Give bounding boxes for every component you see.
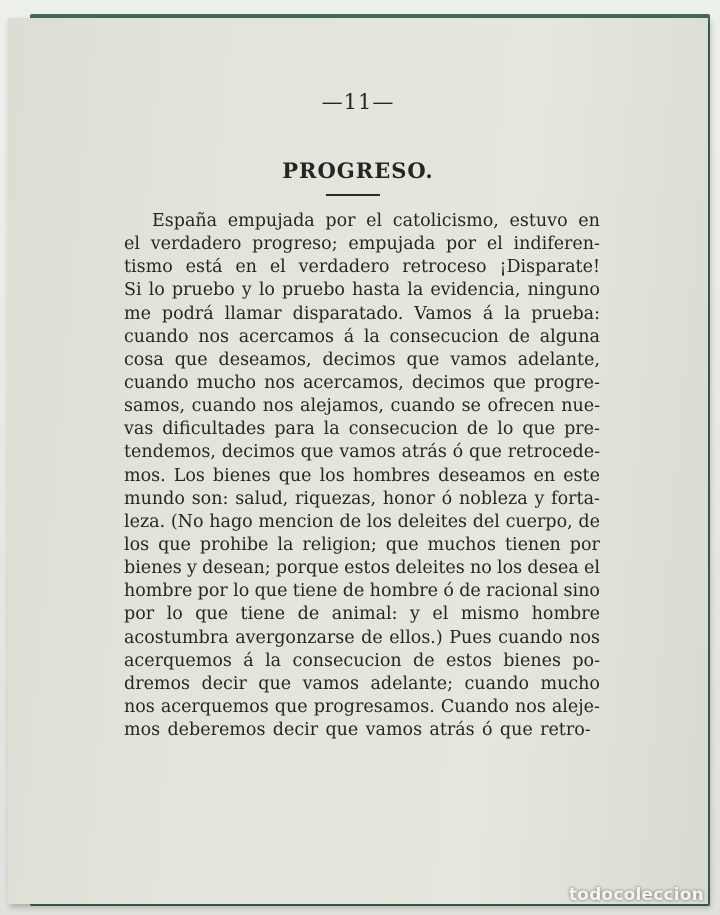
word: y: [534, 488, 545, 509]
word: bienes: [212, 465, 271, 486]
body-paragraph: [124, 210, 600, 742]
word: po-: [572, 650, 600, 671]
word: ninguno: [527, 280, 600, 301]
word: la: [504, 303, 521, 324]
word: mucho: [196, 372, 257, 393]
word: mundo: [124, 488, 185, 509]
word: que: [258, 673, 292, 694]
word: tismo: [124, 257, 173, 278]
word: decir: [201, 673, 247, 694]
word: acerquemos: [160, 696, 269, 717]
word: cuerpo,: [505, 511, 573, 532]
word: el: [486, 234, 503, 255]
text-line: [124, 210, 600, 233]
word: sino: [563, 581, 600, 602]
text-line: [124, 441, 600, 464]
word: deleites: [397, 511, 468, 532]
word: riquezas,: [295, 488, 377, 509]
text-line: [124, 673, 600, 696]
text-line: [124, 233, 600, 256]
word: que: [274, 696, 308, 717]
word: lo: [497, 419, 514, 440]
word: en: [235, 257, 257, 278]
word: y: [410, 604, 420, 625]
word: tienen: [504, 534, 561, 555]
word: Pues: [449, 627, 492, 648]
word: catolicismo,: [392, 211, 499, 231]
word: desean;: [202, 558, 271, 579]
word: Los: [173, 465, 205, 486]
word: decimos: [322, 349, 396, 370]
word: avergonzarse: [235, 627, 355, 648]
word: decimos: [221, 442, 295, 463]
word: cuando: [464, 673, 530, 694]
word: la: [265, 650, 282, 671]
watermark-logo: todocoleccion: [568, 885, 704, 905]
word: deseamos,: [218, 349, 312, 370]
text-line: [124, 557, 600, 580]
word: retro-: [540, 720, 591, 741]
word: vamos: [339, 442, 396, 463]
word: progreso;: [252, 234, 338, 255]
word: disparatado.: [292, 303, 404, 324]
text-line: [124, 534, 600, 557]
word: llamar: [224, 303, 282, 324]
text-line: [124, 580, 600, 603]
word: prueba:: [531, 303, 600, 324]
text-line: [124, 418, 600, 441]
word: de: [342, 581, 365, 602]
word: nos: [198, 326, 229, 347]
word: bienes: [124, 558, 182, 579]
word: los: [124, 534, 150, 555]
word: vamos: [302, 673, 360, 694]
word: aleje-: [551, 696, 600, 717]
word: los: [319, 465, 345, 486]
word: estos: [445, 650, 492, 671]
word: el: [584, 558, 600, 579]
word: nos: [515, 696, 546, 717]
word: de: [459, 581, 481, 602]
word: Vamos: [414, 303, 472, 324]
word: verdadero: [150, 234, 242, 255]
word: hago: [209, 511, 253, 532]
word: ¡Disparate!: [499, 257, 600, 278]
word: consecucion: [292, 650, 402, 671]
word: vamos: [450, 349, 507, 370]
word: de: [466, 419, 489, 440]
word: ó: [441, 488, 453, 509]
word: mos.: [124, 465, 166, 486]
word: mucho: [540, 673, 600, 694]
text-line: [124, 719, 600, 742]
word: de: [508, 326, 531, 347]
word: prohibe: [199, 534, 269, 555]
word: que: [469, 442, 502, 463]
word: dificultades: [162, 419, 266, 440]
word: progresamos.: [313, 696, 435, 717]
word: acostumbra: [124, 627, 229, 648]
word: nos: [264, 372, 295, 393]
word: son:: [191, 488, 229, 509]
text-line: [124, 256, 600, 279]
word: del: [472, 511, 500, 532]
word: que: [278, 465, 312, 486]
word: alguna: [539, 326, 600, 347]
word: cuando: [124, 372, 189, 393]
text-line: [124, 650, 600, 673]
word: atrás: [401, 442, 447, 463]
word: que: [522, 419, 556, 440]
word: la: [323, 419, 340, 440]
word: vamos: [365, 720, 423, 741]
word: ofrecen: [487, 396, 555, 417]
word: á: [343, 326, 355, 347]
word: adelante;: [370, 673, 454, 694]
word: hombres: [352, 465, 431, 486]
word: cuando: [498, 627, 563, 648]
word: de: [339, 511, 362, 532]
page-number: —11—: [321, 90, 395, 114]
word: empujada: [227, 211, 315, 231]
word: á: [243, 650, 254, 671]
word: consecucion: [389, 326, 499, 347]
word: animal:: [331, 604, 398, 625]
word: en: [578, 211, 600, 231]
word: vas: [124, 419, 154, 440]
word: cuando: [390, 396, 456, 417]
word: que: [493, 372, 526, 393]
text-line: [124, 349, 600, 372]
word: que: [195, 604, 229, 625]
word: los: [497, 558, 523, 579]
word: el: [124, 234, 140, 255]
word: á: [482, 303, 494, 324]
word: porque: [275, 558, 339, 579]
word: decir: [272, 720, 319, 741]
text-line: [124, 326, 600, 349]
word: que: [254, 581, 288, 602]
word: alejamos,: [300, 396, 384, 417]
word: nos: [569, 627, 600, 648]
word: de: [297, 604, 320, 625]
word: el: [432, 604, 449, 625]
word: mismo: [460, 604, 520, 625]
word: ó: [452, 442, 464, 463]
word: y: [241, 280, 252, 301]
word: por: [197, 581, 228, 602]
text-line: [124, 395, 600, 418]
word: hombre: [124, 581, 193, 602]
word: nobleza: [459, 488, 528, 509]
word: de: [578, 511, 600, 532]
word: evidencia,: [430, 280, 521, 301]
word: desea: [527, 558, 579, 579]
word: hombre: [531, 604, 600, 625]
word: el: [269, 257, 286, 278]
word: estos: [344, 558, 390, 579]
word: bienes: [503, 650, 561, 671]
text-line: [124, 465, 600, 488]
word: que: [300, 442, 334, 463]
word: para: [274, 419, 315, 440]
word: ó: [482, 720, 493, 741]
word: atrás: [429, 720, 475, 741]
word: deberemos: [167, 720, 266, 741]
word: pruebo: [171, 280, 235, 301]
word: en: [533, 465, 556, 486]
word: pruebo: [282, 280, 345, 301]
word: hombre: [369, 581, 438, 602]
chapter-title: PROGRESO.: [282, 158, 434, 183]
word: está: [185, 257, 223, 278]
title-rule: [326, 194, 380, 196]
word: que: [385, 534, 419, 555]
word: la: [407, 280, 424, 301]
word: nue-: [561, 396, 600, 417]
word: mencion: [258, 511, 334, 532]
book-page: [8, 18, 708, 904]
word: hasta: [352, 280, 401, 301]
word: consecucion: [348, 419, 458, 440]
text-line: [124, 372, 600, 395]
word: verdadero: [298, 257, 390, 278]
word: Si: [124, 280, 142, 301]
word: se: [461, 396, 481, 417]
word: la: [363, 326, 380, 347]
text-line: [124, 303, 600, 326]
word: los: [366, 511, 392, 532]
word: retrocede-: [507, 442, 600, 463]
word: indiferen-: [513, 234, 600, 255]
word: honor: [382, 488, 435, 509]
word: lo: [258, 280, 275, 301]
word: pre-: [564, 419, 600, 440]
word: (No: [170, 511, 204, 532]
word: nos: [262, 396, 294, 417]
word: nos: [124, 696, 155, 717]
word: dremos: [124, 673, 191, 694]
text-line: [124, 603, 600, 626]
word: tendemos,: [124, 442, 216, 463]
word: decimos: [411, 372, 485, 393]
text-line: [124, 279, 600, 302]
text-line: [124, 627, 600, 650]
word: de: [413, 650, 435, 671]
word: estuvo: [509, 211, 568, 231]
word: cosa: [124, 349, 164, 370]
word: Cuando: [440, 696, 509, 717]
word: el: [366, 211, 383, 231]
word: samos,: [124, 396, 186, 417]
word: leza.: [124, 511, 166, 532]
word: que: [174, 349, 208, 370]
word: deseamos: [438, 465, 526, 486]
word: cuando: [124, 326, 189, 347]
word: mos: [124, 720, 161, 741]
word: por: [124, 604, 155, 625]
word: ó: [443, 581, 454, 602]
text-line: [124, 488, 600, 511]
word: tiene: [292, 581, 338, 602]
word: me: [124, 303, 151, 324]
word: racional: [486, 581, 559, 602]
word: y: [187, 558, 197, 579]
word: este: [563, 465, 600, 486]
word: religion;: [302, 534, 377, 555]
word: acercamos: [238, 326, 334, 347]
word: progre-: [533, 372, 600, 393]
word: de: [361, 627, 383, 648]
word: acercamos,: [302, 372, 404, 393]
word: no: [469, 558, 492, 579]
word: la: [277, 534, 294, 555]
word: que: [325, 720, 359, 741]
word: que: [406, 349, 440, 370]
word: cuando: [191, 396, 257, 417]
word: ellos.): [389, 627, 443, 648]
word: salud,: [235, 488, 289, 509]
word: España: [152, 211, 218, 231]
word: deleites: [395, 558, 465, 579]
word: por: [325, 211, 356, 231]
text-line: [124, 696, 600, 719]
word: tiene: [240, 604, 286, 625]
word: adelante,: [517, 349, 600, 370]
word: lo: [148, 280, 165, 301]
word: por: [446, 234, 477, 255]
word: muchos: [427, 534, 496, 555]
text-line: [124, 511, 600, 534]
word: que: [499, 720, 533, 741]
word: empujada: [348, 234, 436, 255]
word: lo: [233, 581, 250, 602]
word: acerquemos: [124, 650, 232, 671]
word: que: [158, 534, 191, 555]
word: lo: [166, 604, 183, 625]
word: retroceso: [402, 257, 487, 278]
word: por: [569, 534, 600, 555]
word: forta-: [551, 488, 600, 509]
word: podrá: [161, 303, 214, 324]
